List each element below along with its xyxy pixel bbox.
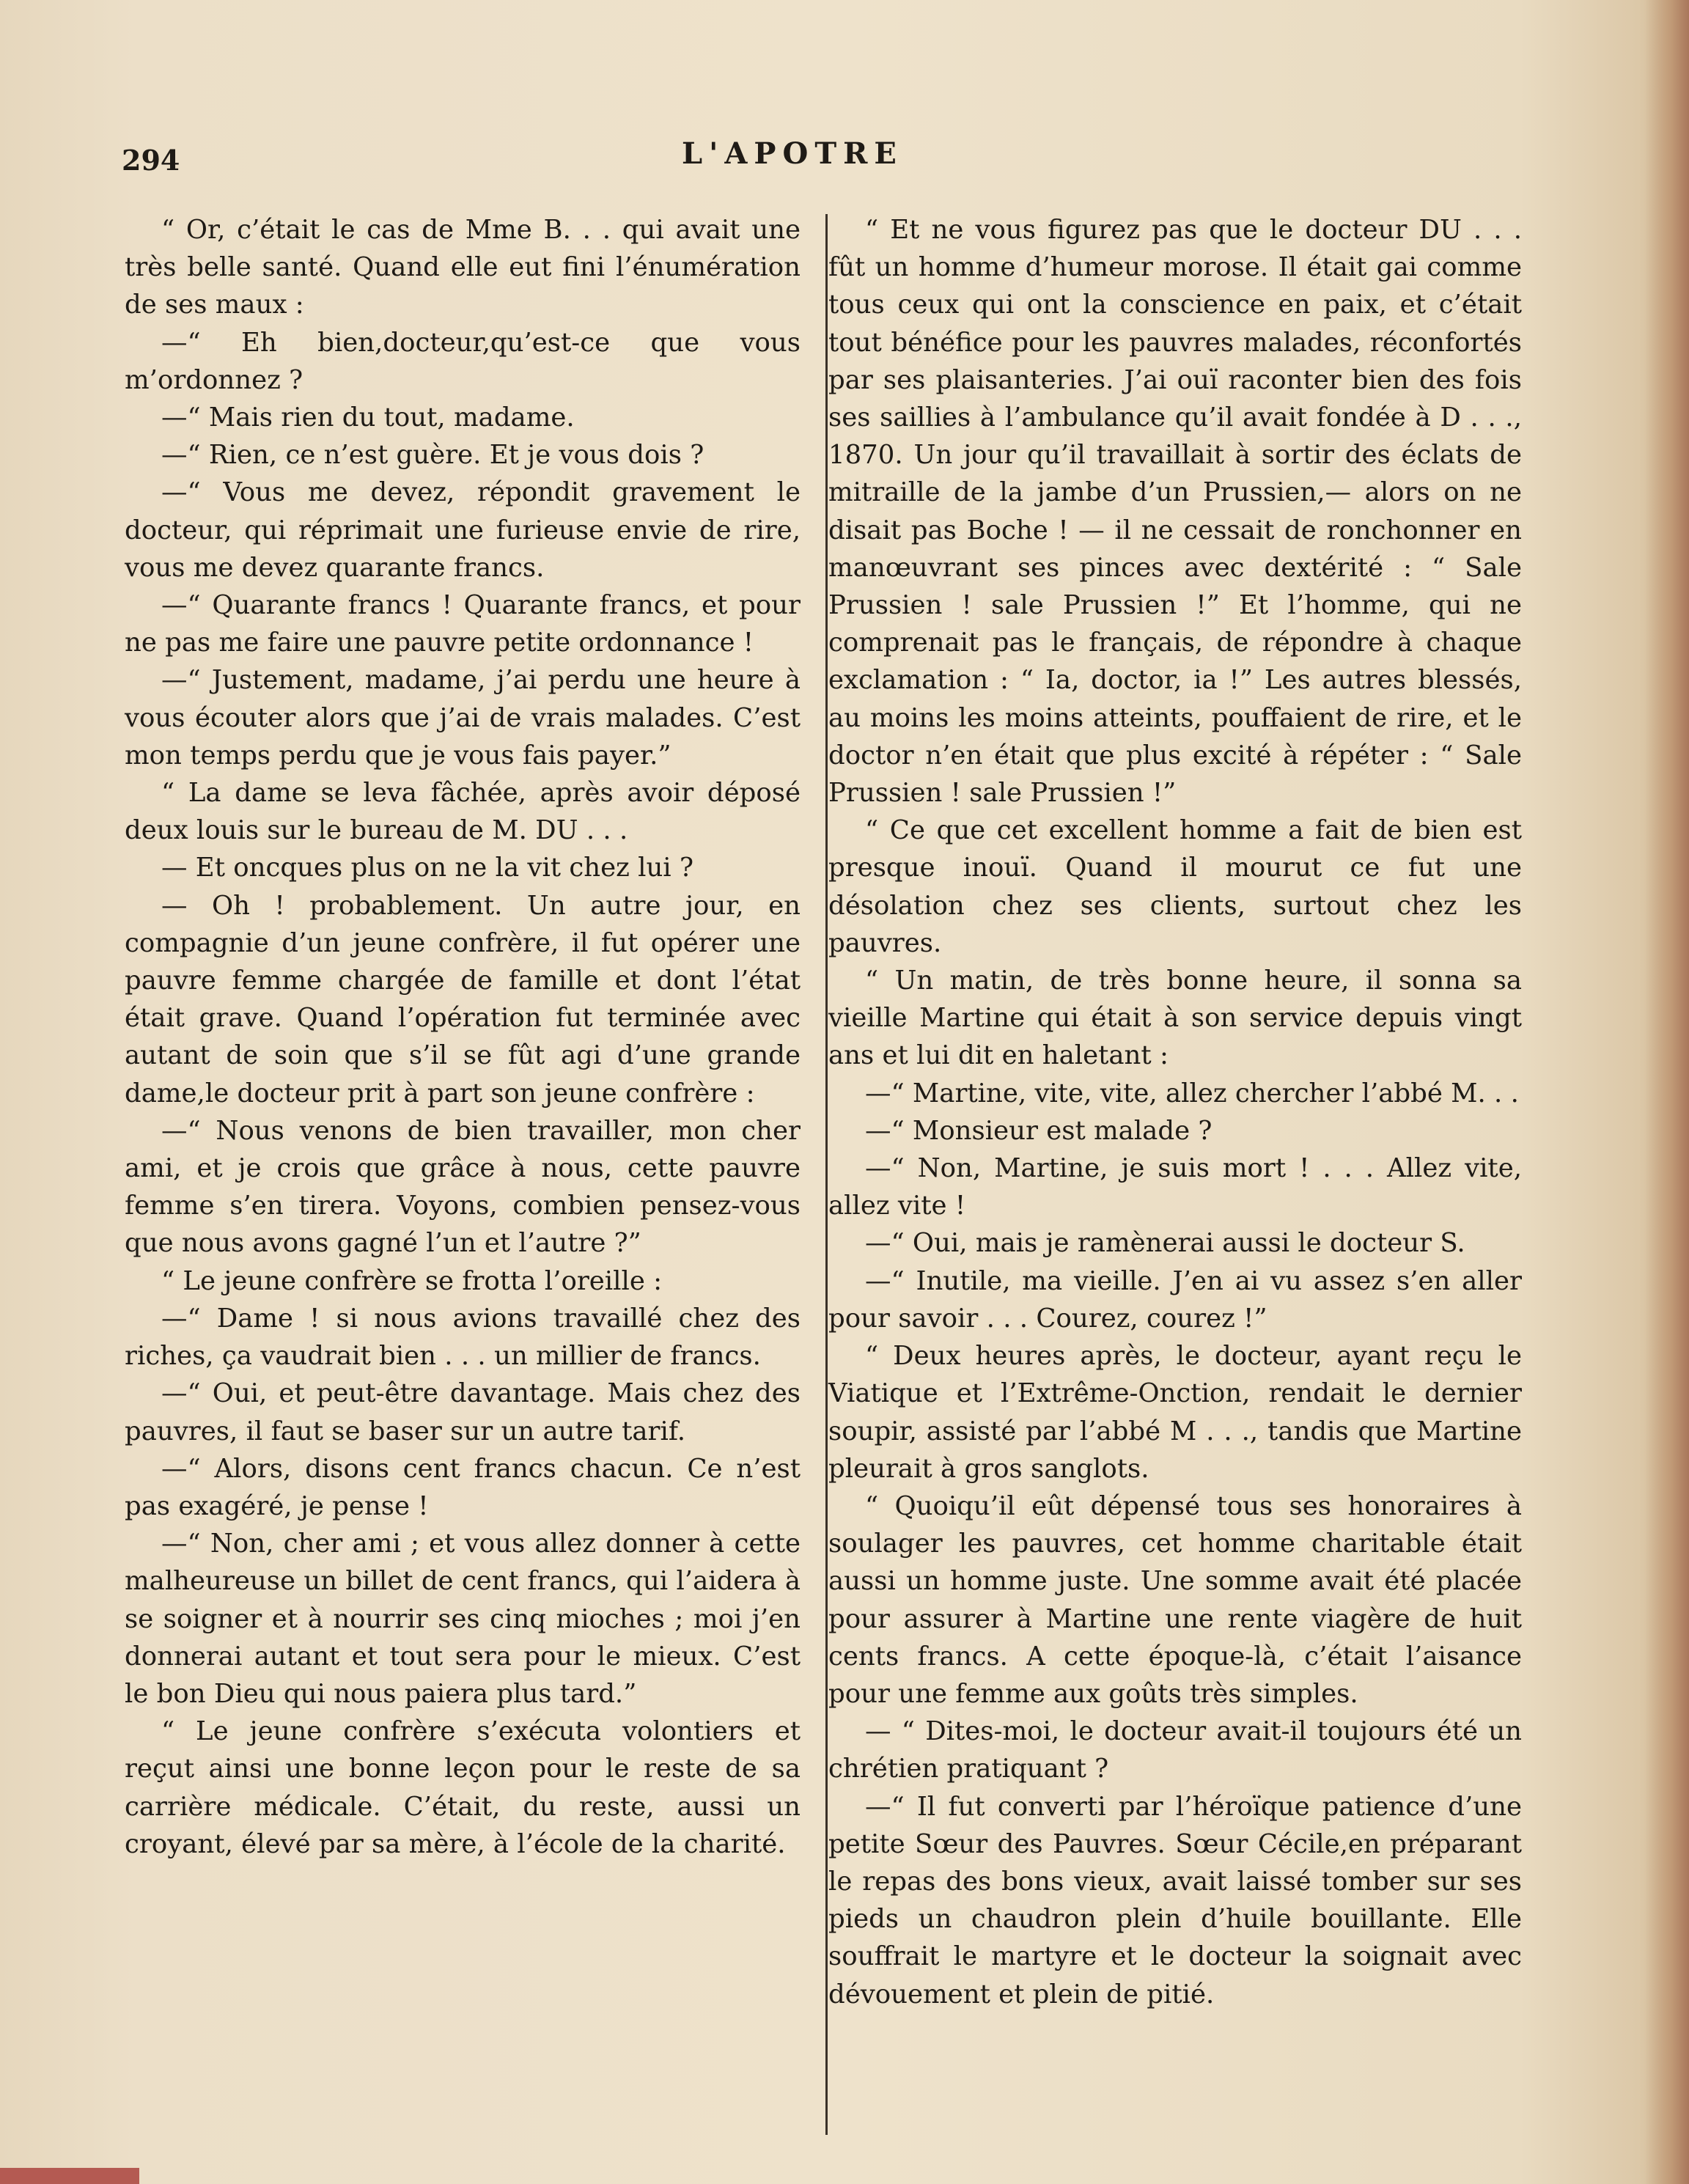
- paragraph: “ Un matin, de très bonne heure, il sonna sa vieille Martine qui était à son service depuis vingt ans et lui dit en haletant :: [828, 966, 1522, 1071]
- paragraph: “ Quoiqu’il eût dépensé tous ses honoraires à soulager les pauvres, cet homme charitable était aussi un homme juste. Une somme avait été placée pour assurer à Martine une rente viagère de huit cents francs. A cette époque-là, c’était l’aisance pour une femme aux goûts très simples.: [828, 1490, 1522, 1709]
- paragraph: “ Or, c’était le cas de Mme B. . . qui avait une très belle santé. Quand elle eut fini l’énumération de ses maux :: [125, 215, 801, 320]
- paragraph: —“ Quarante francs ! Quarante francs, et pour ne pas me faire une pauvre petite ordonnance !: [125, 590, 801, 658]
- paragraph: —“ Oui, et peut-être davantage. Mais chez des pauvres, il faut se baser sur un autre tarif.: [125, 1378, 801, 1446]
- paragraph: —“ Dame ! si nous avions travaillé chez des riches, ça vaudrait bien . . . un millier de francs.: [125, 1303, 801, 1372]
- paragraph: “ Ce que cet excellent homme a fait de bien est presque inouï. Quand il mourut ce fut une désolation chez ses clients, surtout chez les pauvres.: [828, 815, 1522, 958]
- paragraph: —“ Non, cher ami ; et vous allez donner à cette malheureuse un billet de cent francs, qui l’aidera à se soigner et à nourrir ses cinq mioches ; moi j’en donnerai autant et tout sera pour le mieux. C’est le bon Dieu qui nous paiera plus tard.”: [125, 1529, 801, 1709]
- right-column: [828, 211, 1522, 2013]
- paragraph: —“ Oui, mais je ramènerai aussi le docteur S.: [865, 1228, 1465, 1259]
- paragraph: —“ Rien, ce n’est guère. Et je vous dois ?: [161, 440, 704, 471]
- running-title: L'APOTRE: [682, 136, 903, 171]
- paragraph: —“ Mais rien du tout, madame.: [161, 402, 575, 433]
- paragraph: — Oh ! probablement. Un autre jour, en compagnie d’un jeune confrère, il fut opérer une pauvre femme chargée de famille et dont l’état était grave. Quand l’opération fut terminée avec autant de soin que s’il se fût agi d’une grande dame,le docteur prit à part son jeune confrère :: [125, 890, 801, 1108]
- page-number: 294: [122, 144, 180, 177]
- paragraph: —“ Non, Martine, je suis mort ! . . . Allez vite, allez vite !: [828, 1153, 1522, 1221]
- paragraph: — Et oncques plus on ne la vit chez lui ?: [161, 853, 693, 883]
- paragraph: —“ Inutile, ma vieille. J’en ai vu assez s’en aller pour savoir . . . Courez, courez !”: [828, 1265, 1522, 1334]
- paragraph: —“ Vous me devez, répondit gravement le docteur, qui réprimait une furieuse envie de rire, vous me devez quarante francs.: [125, 477, 801, 583]
- paragraph: —“ Nous venons de bien travailler, mon cher ami, et je crois que grâce à nous, cette pauvre femme s’en tirera. Voyons, combien pensez-vous que nous avons gagné l’un et l’autre ?”: [125, 1115, 801, 1259]
- corner-color-mark: [0, 2168, 139, 2184]
- paragraph: —“ Monsieur est malade ?: [865, 1115, 1213, 1146]
- paragraph: “ Deux heures après, le docteur, ayant reçu le Viatique et l’Extrême-Onction, rendait le dernier soupir, assisté par l’abbé M . . ., tandis que Martine pleurait à gros sanglots.: [828, 1341, 1522, 1484]
- paragraph: “ La dame se leva fâchée, après avoir déposé deux louis sur le bureau de M. DU . . .: [125, 778, 801, 846]
- paragraph: — “ Dites-moi, le docteur avait-il toujours été un chrétien pratiquant ?: [828, 1716, 1522, 1784]
- column-divider: [825, 214, 828, 2135]
- paragraph: “ Le jeune confrère se frotta l’oreille :: [161, 1265, 663, 1296]
- paragraph: —“ Eh bien,docteur,qu’est-ce que vous m’ordonnez ?: [125, 327, 801, 395]
- paragraph: —“ Martine, vite, vite, allez chercher l’abbé M. . .: [865, 1078, 1519, 1108]
- paragraph: —“ Il fut converti par l’héroïque patience d’une petite Sœur des Pauvres. Sœur Cécile,en préparant le repas des bons vieux, avait laissé tomber sur ses pieds un chaudron plein d’huile bouillante. Elle souffrait le martyre et le docteur la soignait avec dévouement et plein de pitié.: [828, 1791, 1522, 2010]
- paragraph: “ Et ne vous figurez pas que le docteur DU . . . fût un homme d’humeur morose. Il était gai comme tous ceux qui ont la conscience en paix, et c’était tout bénéfice pour les pauvres malades, réconfortés par ses plaisanteries. J’ai ouï raconter bien des fois ses saillies à l’ambulance qu’il avait fondée à D . . ., 1870. Un jour qu’il travaillait à sortir des éclats de mitraille de la jambe d’un Prussien,— alors on ne disait pas Boche ! — il ne cessait de ronchonner en manœuvrant ses pinces avec dextérité : “ Sale Prussien ! sale Prussien !” Et l’homme, qui ne comprenait pas le français, de répondre à chaque exclamation : “ Ia, doctor, ia !” Les autres blessés, au moins les moins atteints, pouffaient de rire, et le doctor n’en était que plus excité à répéter : “ Sale Prussien ! sale Prussien !”: [828, 215, 1522, 809]
- paragraph: —“ Justement, madame, j’ai perdu une heure à vous écouter alors que j’ai de vrais malades. C’est mon temps perdu que je vous fais payer.”: [125, 665, 801, 771]
- paragraph: —“ Alors, disons cent francs chacun. Ce n’est pas exagéré, je pense !: [125, 1453, 801, 1521]
- left-column: [125, 211, 801, 1863]
- paragraph: “ Le jeune confrère s’exécuta volontiers et reçut ainsi une bonne leçon pour le reste de sa carrière médicale. C’était, du reste, aussi un croyant, élevé par sa mère, à l’école de la charité.: [125, 1716, 801, 1859]
- page-edge-shadow: [1645, 0, 1689, 2184]
